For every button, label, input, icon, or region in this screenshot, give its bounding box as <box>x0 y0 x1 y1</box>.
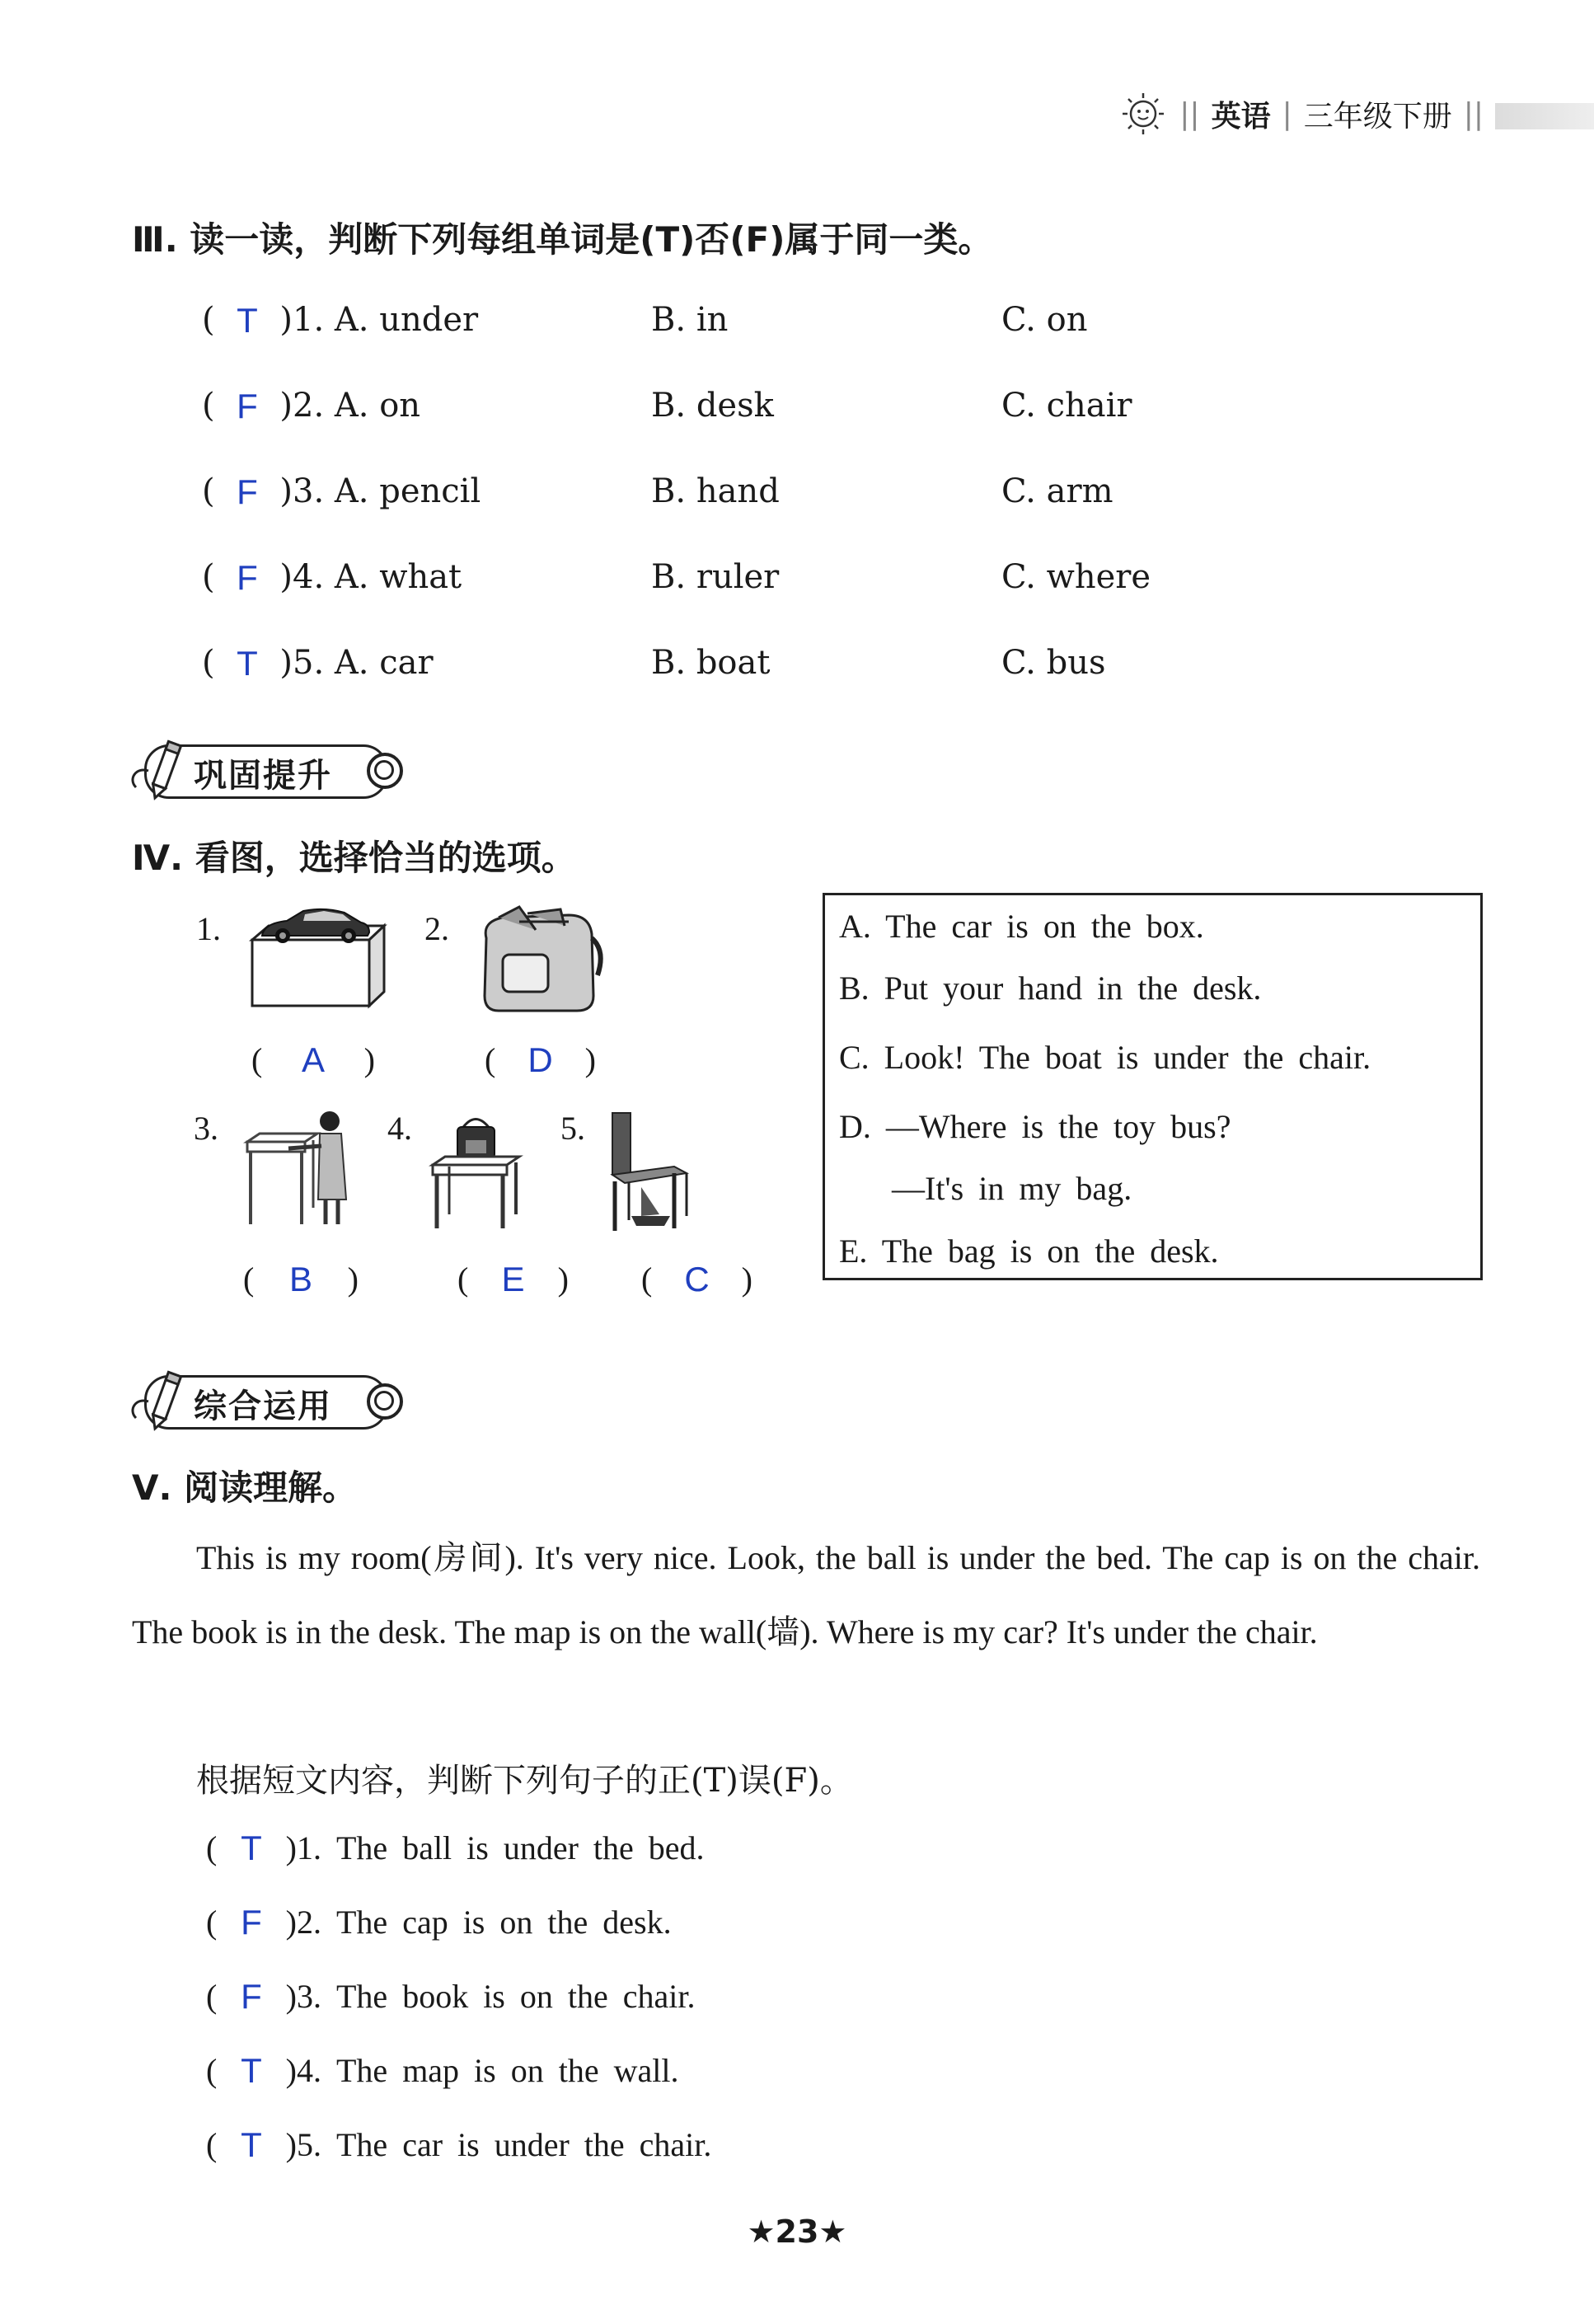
item-number: 2. <box>297 1904 321 1941</box>
banner-label: 巩固提升 <box>194 757 332 795</box>
answer-value: E <box>501 1260 525 1298</box>
banner-comprehensive <box>128 1369 405 1433</box>
answer-value: T <box>241 2125 262 2164</box>
list-item <box>202 301 478 340</box>
car-on-box-picture <box>246 903 390 1014</box>
answer-parens: ( F ) <box>206 1903 297 1941</box>
page-header <box>1118 91 1495 137</box>
option-d-text: D. —Where is the toy bus? <box>839 1108 1231 1145</box>
list-item <box>206 2051 678 2091</box>
list-item <box>202 387 420 426</box>
list-item <box>206 1903 672 1942</box>
header-grade: 三年级下册 <box>1303 99 1452 134</box>
header-divider: || <box>1463 96 1484 131</box>
statement: The ball is under the bed. <box>336 1829 705 1866</box>
option-a: A. on <box>334 387 421 425</box>
statement: The car is under the chair. <box>336 2126 712 2163</box>
section4-title: Ⅳ. 看图，选择恰当的选项。 <box>132 838 576 878</box>
answer-value: F <box>241 1903 262 1941</box>
reading-passage: This is my room(房间). It's very nice. Look, the ball is under the bed. The cap is on the chair. The book is in the desk. The map is on the wall(墙). Where is my car? It's under the chair. <box>132 1539 1480 1650</box>
list-item <box>206 2125 711 2165</box>
pic-number: 1. <box>196 910 221 947</box>
answer-parens: ( F ) <box>202 472 293 511</box>
answer-parens: ( T ) <box>206 2125 297 2164</box>
answer-value: F <box>241 1977 262 2016</box>
answer-value: T <box>237 301 258 340</box>
answer-value: F <box>237 558 258 597</box>
statement: The cap is on the desk. <box>336 1904 672 1941</box>
list-item <box>206 1829 705 1868</box>
option-b: B. desk <box>651 387 774 425</box>
bag-on-desk-picture <box>429 1109 523 1232</box>
option-b: B. ruler <box>651 558 780 596</box>
answer-parens: ( T ) <box>206 2051 297 2090</box>
pic-number: 4. <box>387 1110 412 1147</box>
list-item <box>202 558 462 598</box>
instruction: 根据短文内容，判断下列句子的正(T)误(F)。 <box>196 1762 853 1800</box>
sun-icon <box>1118 91 1168 137</box>
page-number: ★23★ <box>747 2214 847 2250</box>
list-item <box>206 1977 695 2016</box>
answer-value: D <box>527 1040 553 1079</box>
answer-value: F <box>237 472 258 511</box>
option-b: B. hand <box>651 472 780 510</box>
answer-value: C <box>684 1260 710 1298</box>
answer-parens: ( C ) <box>641 1260 752 1298</box>
statement: The map is on the wall. <box>336 2052 679 2089</box>
answer-parens: ( B ) <box>243 1260 359 1298</box>
answer-parens: ( T ) <box>202 644 293 683</box>
answer-parens: ( F ) <box>206 1977 297 2016</box>
item-number: 5. <box>293 644 325 682</box>
header-subject: 英语 <box>1211 99 1271 134</box>
answer-parens: ( F ) <box>202 558 293 597</box>
option-c-text: C. Look! The boat is under the chair. <box>839 1039 1371 1076</box>
section3-title: Ⅲ. 读一读，判断下列每组单词是(T)否(F)属于同一类。 <box>132 219 993 260</box>
option-d-answer-text: —It's in my bag. <box>892 1170 1132 1207</box>
answer-parens: ( E ) <box>457 1260 569 1298</box>
option-c: C. chair <box>1001 387 1132 425</box>
option-a-text: A. The car is on the box. <box>839 908 1204 945</box>
option-c: C. on <box>1001 301 1088 339</box>
pic-number: 2. <box>424 910 449 947</box>
list-item <box>202 644 434 683</box>
answer-parens: ( T ) <box>206 1829 297 1867</box>
option-b-text: B. Put your hand in the desk. <box>839 970 1262 1007</box>
list-item <box>202 472 481 512</box>
answer-parens: ( A ) <box>251 1040 375 1079</box>
item-number: 1. <box>293 301 325 339</box>
answer-value: T <box>237 644 258 683</box>
option-a: A. under <box>334 301 479 339</box>
header-divider: || <box>1179 96 1200 131</box>
boat-under-chair-picture <box>608 1109 691 1232</box>
options-box <box>823 893 1483 1280</box>
header-strip <box>1495 103 1594 129</box>
section5-title: Ⅴ. 阅读理解。 <box>132 1467 358 1508</box>
option-e-text: E. The bag is on the desk. <box>839 1232 1219 1270</box>
answer-parens: ( F ) <box>202 387 293 425</box>
option-a: A. what <box>334 558 462 596</box>
answer-value: T <box>241 1829 262 1867</box>
option-a: A. car <box>334 644 434 682</box>
item-number: 3. <box>297 1978 321 2015</box>
banner-ring-inner <box>374 1391 394 1411</box>
answer-value: T <box>241 2051 262 2090</box>
option-c: C. arm <box>1001 472 1113 510</box>
item-number: 1. <box>297 1829 321 1866</box>
schoolbag-picture <box>470 905 606 1016</box>
answer-parens: ( D ) <box>485 1040 596 1079</box>
banner-ring-inner <box>374 760 394 780</box>
item-number: 5. <box>297 2126 321 2163</box>
pencil-icon <box>128 1369 194 1434</box>
banner-consolidate <box>128 738 405 802</box>
item-number: 4. <box>293 558 325 596</box>
answer-value: A <box>301 1040 325 1079</box>
banner-label: 综合运用 <box>194 1387 332 1425</box>
option-a: A. pencil <box>334 472 481 510</box>
header-divider: | <box>1282 96 1292 131</box>
statement: The book is on the chair. <box>336 1978 696 2015</box>
option-c: C. bus <box>1001 644 1106 682</box>
item-number: 2. <box>293 387 325 425</box>
option-c: C. where <box>1001 558 1151 596</box>
answer-value: B <box>288 1260 312 1298</box>
girl-at-desk-picture <box>239 1109 354 1232</box>
item-number: 4. <box>297 2052 321 2089</box>
pencil-icon <box>128 738 194 804</box>
option-b: B. boat <box>651 644 771 682</box>
answer-parens: ( T ) <box>202 301 293 340</box>
pic-number: 5. <box>560 1110 585 1147</box>
answer-value: F <box>237 387 258 425</box>
option-b: B. in <box>651 301 729 339</box>
item-number: 3. <box>293 472 325 510</box>
pic-number: 3. <box>194 1110 218 1147</box>
